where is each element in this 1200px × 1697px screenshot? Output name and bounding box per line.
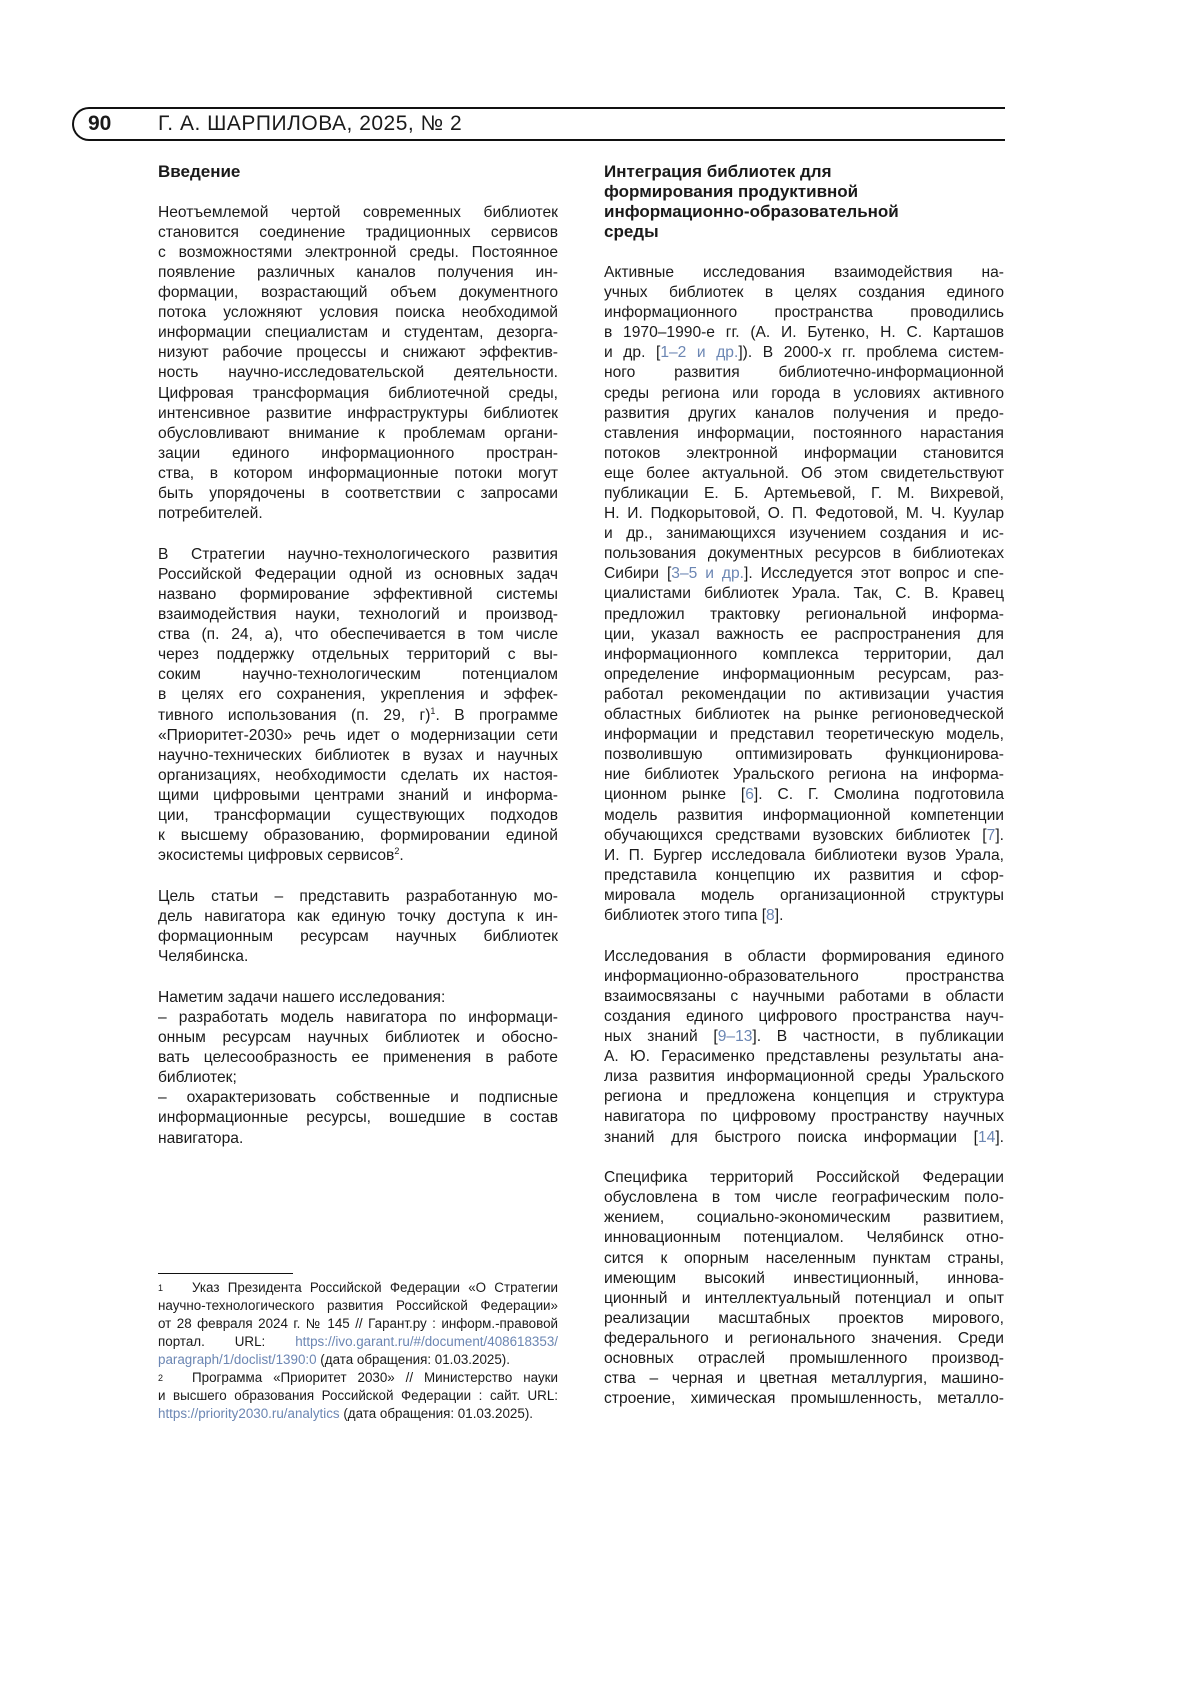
text-line: региона и предложена концепция и структура <box>604 1087 1004 1107</box>
section-heading-integration <box>604 162 1004 242</box>
footnote-line: научно-технологического развития Российской Федерации» <box>158 1297 558 1315</box>
text-line: имеющим высокий инвестиционный, иннова- <box>604 1269 1004 1289</box>
text-line: представила концепцию их развития и сфор- <box>604 866 1004 886</box>
text-line: тивного использования (п. 29, г)1. В программе <box>158 706 558 726</box>
text-line: ность научно-исследовательской деятельности. <box>158 363 558 383</box>
text-line: работал рекомендации по активизации участия <box>604 685 1004 705</box>
text-line: информации специалистам и студентам, дезорга- <box>158 323 558 343</box>
text-line: предложил трактовку региональной информа- <box>604 605 1004 625</box>
left-column <box>158 162 558 1149</box>
text-line: ставления информации, постоянного нарастания <box>604 424 1004 444</box>
running-header <box>72 107 1005 141</box>
heading-line: информационно-образовательной <box>604 202 1004 222</box>
text-line: еще более актуальной. Об этом свидетельствуют <box>604 464 1004 484</box>
text-line: вать целесообразность ее применения в работе <box>158 1048 558 1068</box>
text-line: потоков электронной информации становится <box>604 444 1004 464</box>
text-line: И. П. Бургер исследовала библиотеки вузов Урала, <box>604 846 1004 866</box>
footnote-line: https://priority2030.ru/analytics (дата обращения: 01.03.2025). <box>158 1405 558 1423</box>
text-line: Неотъемлемой чертой современных библиотек <box>158 203 558 223</box>
text-line: – охарактеризовать собственные и подписные <box>158 1088 558 1108</box>
text-line: библиотек; <box>158 1068 558 1088</box>
footnote-line: портал. URL: https://ivo.garant.ru/#/document/408618353/ <box>158 1333 558 1351</box>
text-line: ции, указал важность ее распространения для <box>604 625 1004 645</box>
reference-link[interactable]: 7 <box>987 827 996 844</box>
text-line: формации, возрастающий объем документного <box>158 283 558 303</box>
paragraph <box>158 545 558 867</box>
text-line: Н. И. Подкорытовой, О. П. Федотовой, М. Ч. Куулар <box>604 504 1004 524</box>
text-line: и др. [1–2 и др.]). В 2000-х гг. проблема систем- <box>604 343 1004 363</box>
text-line: научно-технических библиотек в вузах и научных <box>158 746 558 766</box>
text-line: инновационным потенциалом. Челябинск отно- <box>604 1228 1004 1248</box>
text-line: ства – черная и цветная металлургия, машино- <box>604 1369 1004 1389</box>
text-line: Наметим задачи нашего исследования: <box>158 988 558 1008</box>
text-line: информационно-образовательного пространства <box>604 967 1004 987</box>
paragraph <box>158 203 558 525</box>
footnote-line: 1 Указ Президента Российской Федерации «О Стратегии <box>158 1279 558 1297</box>
text-line: и др., занимающихся изучением создания и ис- <box>604 524 1004 544</box>
page-number: 90 <box>88 112 111 136</box>
text-line: Специфика территорий Российской Федерации <box>604 1168 1004 1188</box>
heading-line: формирования продуктивной <box>604 182 1004 202</box>
text-line: А. Ю. Герасименко представлены результаты ана- <box>604 1047 1004 1067</box>
text-line: быть упорядочены в соответствии с запросами <box>158 484 558 504</box>
text-line: обучающихся средствами вузовских библиотек [7]. <box>604 826 1004 846</box>
text-line: Цифровая трансформация библиотечной среды, <box>158 384 558 404</box>
text-line: взаимодействия науки, технологий и производ- <box>158 605 558 625</box>
reference-link[interactable]: 14 <box>978 1129 995 1146</box>
paragraph <box>604 263 1004 926</box>
text-line: взаимосвязаны с научными работами в области <box>604 987 1004 1007</box>
text-line: среды региона или города в условиях активного <box>604 384 1004 404</box>
running-title: Г. А. ШАРПИЛОВА, 2025, № 2 <box>158 112 462 136</box>
footnote-line: 2 Программа «Приоритет 2030» // Министерство науки <box>158 1369 558 1387</box>
text-line: обусловлена в том числе географическим поло- <box>604 1188 1004 1208</box>
text-line: Сибири [3–5 и др.]. Исследуется этот вопрос и спе- <box>604 564 1004 584</box>
text-line: названо формирование эффективной системы <box>158 585 558 605</box>
text-line: зации единого информационного простран- <box>158 444 558 464</box>
text-line: с возможностями электронной среды. Постоянное <box>158 243 558 263</box>
text-line: реализации масштабных проектов мирового, <box>604 1309 1004 1329</box>
text-line: пользования документных ресурсов в библиотеках <box>604 544 1004 564</box>
reference-link[interactable]: 9–13 <box>718 1028 753 1045</box>
reference-link[interactable]: 1–2 и др. <box>660 344 738 361</box>
text-line: потока усложняют условия поиска необходимой <box>158 303 558 323</box>
text-line: – разработать модель навигатора по информаци- <box>158 1008 558 1028</box>
text-line: организациях, необходимости сделать их настоя- <box>158 766 558 786</box>
text-line: знаний для быстрого поиска информации [14]. <box>604 1128 1004 1148</box>
footnote-number: 2 <box>158 1369 192 1387</box>
text-line: информации и представил теоретическую модель, <box>604 725 1004 745</box>
footnote-line: paragraph/1/doclist/1390:0 (дата обращения: 01.03.2025). <box>158 1351 558 1369</box>
reference-link[interactable]: 6 <box>745 786 754 803</box>
reference-link[interactable]: 3–5 и др. <box>671 565 744 582</box>
paragraph <box>604 1168 1004 1409</box>
text-line: создания единого цифрового пространства науч- <box>604 1007 1004 1027</box>
heading-line: среды <box>604 222 1004 242</box>
text-line: позволившую оптимизировать функционирова- <box>604 745 1004 765</box>
paragraph <box>158 988 558 1149</box>
text-line: федерального и регионального значения. Среди <box>604 1329 1004 1349</box>
left-body <box>158 203 558 1149</box>
text-line: появление различных каналов получения ин- <box>158 263 558 283</box>
reference-link[interactable]: https://ivo.garant.ru/#/document/408618353/ <box>295 1334 558 1349</box>
text-line: ного развития библиотечно-информационной <box>604 363 1004 383</box>
text-line: Активные исследования взаимодействия на- <box>604 263 1004 283</box>
text-line: в 1970–1990-е гг. (А. И. Бутенко, Н. С. Карташов <box>604 323 1004 343</box>
text-line: В Стратегии научно-технологического развития <box>158 545 558 565</box>
text-line: ства (п. 24, а), что обеспечивается в том числе <box>158 625 558 645</box>
text-line: в целях его сохранения, укрепления и эффек- <box>158 685 558 705</box>
text-line: «Приоритет-2030» речь идет о модернизации сети <box>158 726 558 746</box>
text-line: к высшему образованию, формировании единой <box>158 826 558 846</box>
text-line: Цель статьи – представить разработанную мо- <box>158 887 558 907</box>
section-heading-introduction: Введение <box>158 162 558 182</box>
text-line: Российской Федерации одной из основных задач <box>158 565 558 585</box>
footnotes <box>158 1279 558 1423</box>
text-line: Исследования в области формирования единого <box>604 947 1004 967</box>
footnote-marker[interactable]: 1 <box>430 705 435 715</box>
reference-link[interactable]: https://priority2030.ru/analytics <box>158 1406 340 1421</box>
text-line: интенсивное развитие инфраструктуры библиотек <box>158 404 558 424</box>
text-line: щими цифровыми центрами знаний и информа- <box>158 786 558 806</box>
text-line: ции, трансформации существующих подходов <box>158 806 558 826</box>
text-line: циалистами библиотек Урала. Так, С. В. Кравец <box>604 584 1004 604</box>
text-line: дель навигатора как единую точку доступа к ин- <box>158 907 558 927</box>
text-line: ние библиотек Уральского региона на информа- <box>604 765 1004 785</box>
text-line: через поддержку отдельных территорий с вы- <box>158 645 558 665</box>
text-line: навигатора по цифровому пространству научных <box>604 1107 1004 1127</box>
text-line: мировала модель организационной структуры <box>604 886 1004 906</box>
reference-link[interactable]: paragraph/1/doclist/1390:0 <box>158 1352 317 1367</box>
text-line: публикации Е. Б. Артемьевой, Г. М. Вихревой, <box>604 484 1004 504</box>
text-line: учных библиотек в целях создания единого <box>604 283 1004 303</box>
text-line: экосистемы цифровых сервисов2. <box>158 846 558 866</box>
heading-line: Интеграция библиотек для <box>604 162 1004 182</box>
paragraph <box>158 887 558 967</box>
text-line: библиотек этого типа [8]. <box>604 906 1004 926</box>
footnote-line: и высшего образования Российской Федерации : сайт. URL: <box>158 1387 558 1405</box>
text-line: обусловливают внимание к проблемам органи- <box>158 424 558 444</box>
text-line: областных библиотек на рынке регионоведческой <box>604 705 1004 725</box>
text-line: ных знаний [9–13]. В частности, в публикации <box>604 1027 1004 1047</box>
reference-link[interactable]: 8 <box>766 907 775 924</box>
text-line: определение информационным ресурсам, раз- <box>604 665 1004 685</box>
text-line: потребителей. <box>158 504 558 524</box>
text-line: развития других каналов получения и предо- <box>604 404 1004 424</box>
footnote-number: 1 <box>158 1279 192 1297</box>
paragraph <box>604 947 1004 1148</box>
text-line: онным ресурсам научных библиотек и обосно- <box>158 1028 558 1048</box>
text-line: строение, химическая промышленность, металло- <box>604 1389 1004 1409</box>
text-line: информационного пространства проводились <box>604 303 1004 323</box>
text-line: лиза развития информационной среды Уральского <box>604 1067 1004 1087</box>
text-line: соким научно-технологическим потенциалом <box>158 665 558 685</box>
right-column <box>604 162 1004 1409</box>
text-line: ционном рынке [6]. С. Г. Смолина подготовила <box>604 785 1004 805</box>
text-line: основных отраслей промышленного производ- <box>604 1349 1004 1369</box>
text-line: информационные ресурсы, вошедшие в состав <box>158 1108 558 1128</box>
footnote-divider <box>158 1273 293 1274</box>
text-line: модель развития информационной компетенции <box>604 806 1004 826</box>
text-line: информационного комплекса территории, дал <box>604 645 1004 665</box>
text-line: ства, в котором информационные потоки могут <box>158 464 558 484</box>
footnote-marker[interactable]: 2 <box>394 846 399 856</box>
text-line: становится соединение традиционных сервисов <box>158 223 558 243</box>
text-line: формационным ресурсам научных библиотек <box>158 927 558 947</box>
text-line: навигатора. <box>158 1129 558 1149</box>
text-line: ционный и интеллектуальный потенциал и опыт <box>604 1289 1004 1309</box>
text-line: Челябинска. <box>158 947 558 967</box>
right-body <box>604 263 1004 1409</box>
footnote-line: от 28 февраля 2024 г. № 145 // Гарант.ру : информ.-правовой <box>158 1315 558 1333</box>
text-line: низуют рабочие процессы и снижают эффектив- <box>158 343 558 363</box>
text-line: сится к опорным населенным пунктам страны, <box>604 1249 1004 1269</box>
text-line: жением, социально-экономическим развитием, <box>604 1208 1004 1228</box>
